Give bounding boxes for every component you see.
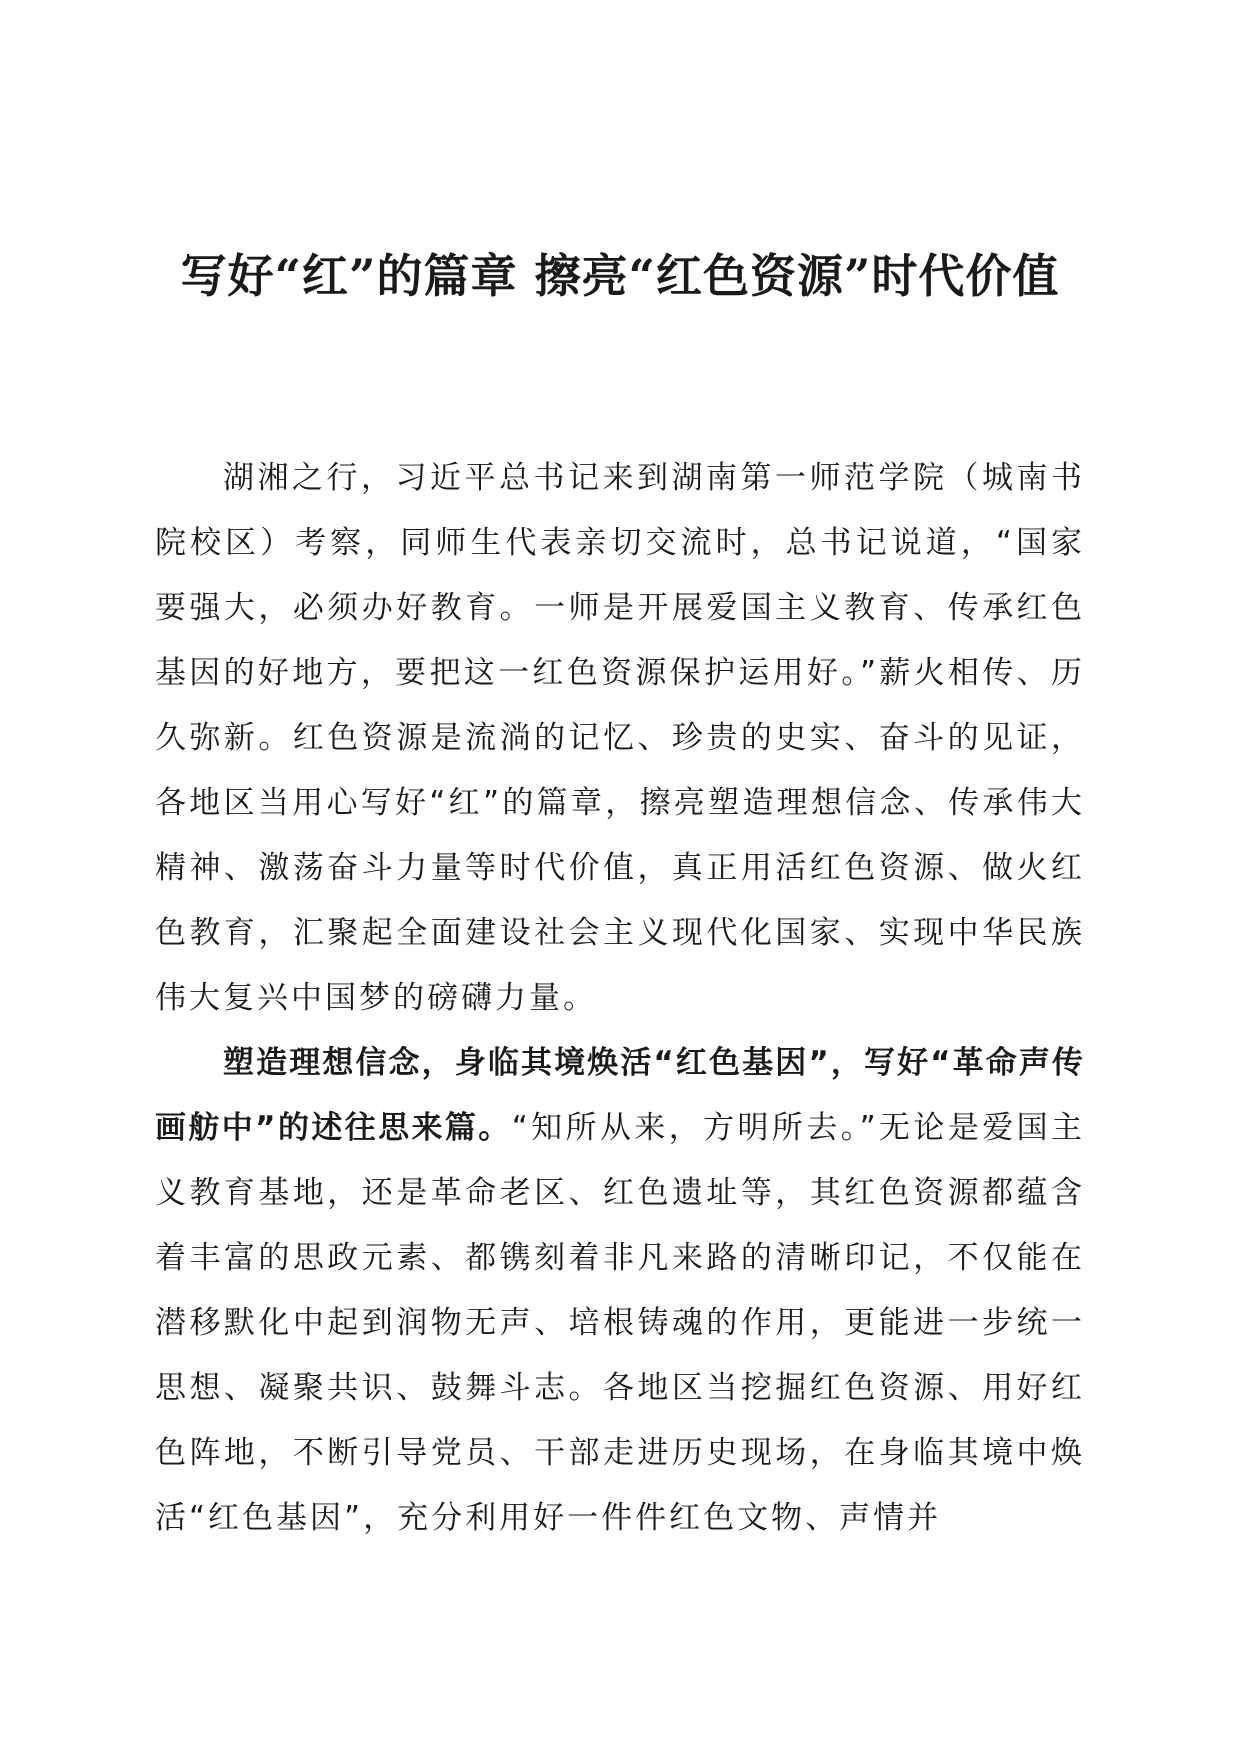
paragraph-intro: 湖湘之行，习近平总书记来到湖南第一师范学院（城南书院校区）考察，同师生代表亲切交流时，总书记说道，“国家要强大，必须办好教育。一师是开展爱国主义教育、传承红色基因的好地方，要把这一红色资源保护运用好。”薪火相传、历久弥新。红色资源是流淌的记忆、珍贵的史实、奋斗的见证，各地区当用心写好“红”的篇章，擦亮塑造理想信念、传承伟大精神、激荡奋斗力量等时代价值，真正用活红色资源、做火红色教育，汇聚起全面建设社会主义现代化国家、实现中华民族伟大复兴中国梦的磅礴力量。 bbox=[155, 460, 1085, 1016]
page-title: 写好“红”的篇章 擦亮“红色资源”时代价值 bbox=[180, 249, 1060, 303]
document-body bbox=[155, 446, 1085, 1551]
paragraph-lead-heading: 塑造理想信念，身临其境焕活“红色基因”，写好“革命声传画舫中”的述往思来篇。 bbox=[155, 1045, 1085, 1146]
paragraph-body-text: “知所从来，方明所去。”无论是爱国主义教育基地，还是革命老区、红色遗址等，其红色资源都蕴含着丰富的思政元素、都镌刻着非凡来路的清晰印记，不仅能在潜移默化中起到润物无声、培根铸魂的作用，更能进一步统一思想、凝聚共识、鼓舞斗志。各地区当挖掘红色资源、用好红色阵地，不断引导党员、干部走进历史现场，在身临其境中焕活“红色基因”，充分利用好一件件红色文物、声情并 bbox=[155, 1110, 1086, 1536]
paragraph-ideals bbox=[155, 1031, 1085, 1551]
